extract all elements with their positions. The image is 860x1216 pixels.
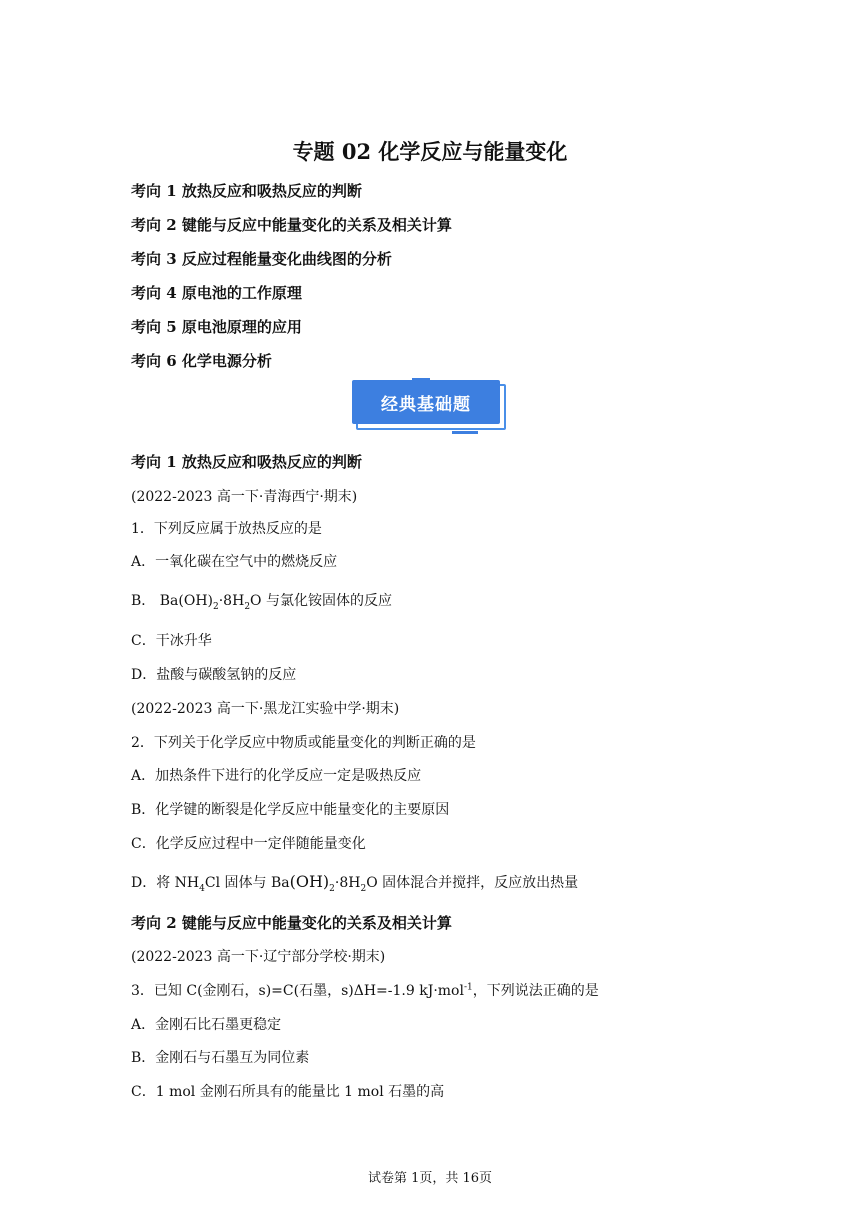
toc-item-5: 考向 5 原电池原理的应用 <box>131 318 302 336</box>
option-b <box>131 590 392 612</box>
option-text: Cl 固体与 Ba <box>204 875 290 891</box>
subscript: 2 <box>213 601 219 612</box>
question-source: (2022-2023 高一下·辽宁部分学校·期末) <box>131 949 386 965</box>
option-d: D．盐酸与碳酸氢钠的反应 <box>131 667 297 683</box>
option-text: O 与氯化铵固体的反应 <box>250 593 392 609</box>
formula: ·8H <box>334 875 361 891</box>
banner-label: 经典基础题 <box>352 380 500 424</box>
section-banner <box>352 380 512 436</box>
option-text: O 固体混合并搅拌，反应放出热量 <box>366 875 579 891</box>
page-footer: 试卷第 1页，共 16页 <box>367 1171 493 1186</box>
question-source: (2022-2023 高一下·青海西宁·期末) <box>131 489 358 505</box>
question-stem: 2．下列关于化学反应中物质或能量变化的判断正确的是 <box>131 735 476 751</box>
option-d <box>131 872 578 894</box>
toc-item-6: 考向 6 化学电源分析 <box>131 352 272 370</box>
toc-item-3: 考向 3 反应过程能量变化曲线图的分析 <box>131 250 392 268</box>
option-c: C．干冰升华 <box>131 633 212 649</box>
section-heading-2: 考向 2 键能与反应中能量变化的关系及相关计算 <box>131 914 452 932</box>
formula: (OH) <box>289 872 330 891</box>
formula: ·8H <box>218 593 245 609</box>
option-c: C．化学反应过程中一定伴随能量变化 <box>131 836 366 852</box>
toc-item-2: 考向 2 键能与反应中能量变化的关系及相关计算 <box>131 216 452 234</box>
section-heading-1: 考向 1 放热反应和吸热反应的判断 <box>131 453 362 471</box>
toc-item-4: 考向 4 原电池的工作原理 <box>131 284 302 302</box>
page-title: 专题 02 化学反应与能量变化 <box>292 139 568 164</box>
banner-decoration <box>412 378 430 381</box>
option-a: A．加热条件下进行的化学反应一定是吸热反应 <box>131 768 422 784</box>
question-source: (2022-2023 高一下·黑龙江实验中学·期末) <box>131 701 400 717</box>
option-label: B． <box>131 593 156 609</box>
option-text: D．将 NH <box>131 875 200 891</box>
subscript: 2 <box>244 601 251 612</box>
stem-text: ，下列说法正确的是 <box>472 983 599 999</box>
toc-item-1: 考向 1 放热反应和吸热反应的判断 <box>131 182 362 200</box>
subscript: 4 <box>199 883 205 894</box>
option-b: B．化学键的断裂是化学反应中能量变化的主要原因 <box>131 802 450 818</box>
option-a: A．一氧化碳在空气中的燃烧反应 <box>131 554 338 570</box>
banner-decoration <box>452 431 478 434</box>
subscript: 2 <box>329 883 335 894</box>
option-b: B．金刚石与石墨互为同位素 <box>131 1050 310 1066</box>
stem-text: 3．已知 C(金刚石，s)=C(石墨，s)ΔH=-1.9 kJ·mol <box>131 983 464 999</box>
question-stem <box>131 980 599 1000</box>
option-a: A．金刚石比石墨更稳定 <box>131 1017 282 1033</box>
option-c: C．1 mol 金刚石所具有的能量比 1 mol 石墨的高 <box>131 1084 445 1100</box>
question-stem: 1．下列反应属于放热反应的是 <box>131 521 322 537</box>
superscript: -1 <box>463 982 473 993</box>
subscript: 2 <box>360 883 367 894</box>
formula: Ba(OH) <box>159 593 213 609</box>
